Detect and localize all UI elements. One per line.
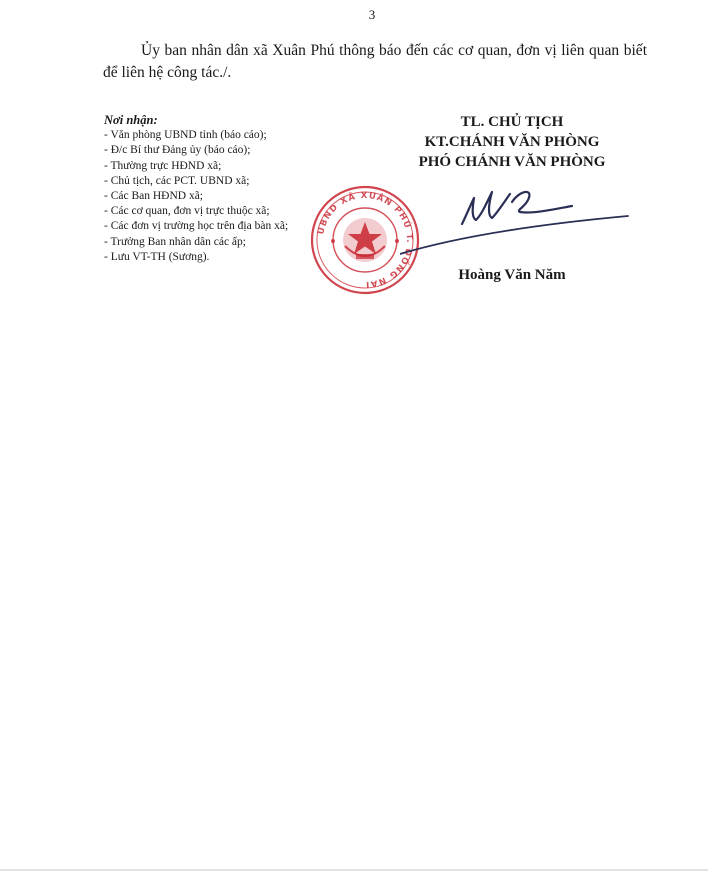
recipient-item: - Đ/c Bí thư Đảng ủy (báo cáo);	[104, 144, 251, 157]
signature-title-line2: KT.CHÁNH VĂN PHÒNG	[424, 134, 600, 150]
recipient-item: - Các cơ quan, đơn vị trực thuộc xã;	[104, 205, 270, 218]
recipient-item: - Thường trực HĐND xã;	[104, 159, 222, 172]
signature-title-line3: PHÓ CHÁNH VĂN PHÒNG	[418, 154, 606, 170]
signer-name: Hoàng Văn Năm	[458, 267, 566, 283]
page-number: 3	[368, 7, 376, 22]
body-paragraph-text: Ủy ban nhân dân xã Xuân Phú thông báo đến các cơ quan, đơn vị liên quan biết để liên hệ công tác./.	[103, 42, 647, 81]
recipient-item: - Các đơn vị trường học trên địa bàn xã;	[104, 220, 289, 233]
recipients-heading: Nơi nhận:	[104, 113, 158, 127]
recipient-item: - Các Ban HĐND xã;	[104, 190, 204, 203]
handwritten-signature-icon	[400, 176, 640, 266]
svg-text:UBND XÃ XUÂN PHÚ T. ĐỒNG NAI: UBND XÃ XUÂN PHÚ T. ĐỒNG NAI	[316, 190, 415, 290]
signature-title-block	[390, 112, 634, 172]
recipient-item: - Chủ tịch, các PCT. UBND xã;	[104, 174, 250, 187]
recipients-block	[104, 113, 334, 265]
signature-title-line1: TL. CHỦ TỊCH	[460, 114, 564, 130]
recipient-item: - Trưởng Ban nhân dân các ấp;	[104, 235, 246, 248]
recipient-item: - Văn phòng UBND tỉnh (báo cáo);	[104, 129, 267, 142]
recipient-item: - Lưu VT-TH (Sương).	[104, 250, 210, 263]
body-paragraph	[103, 40, 647, 84]
recipients-list	[104, 128, 334, 265]
